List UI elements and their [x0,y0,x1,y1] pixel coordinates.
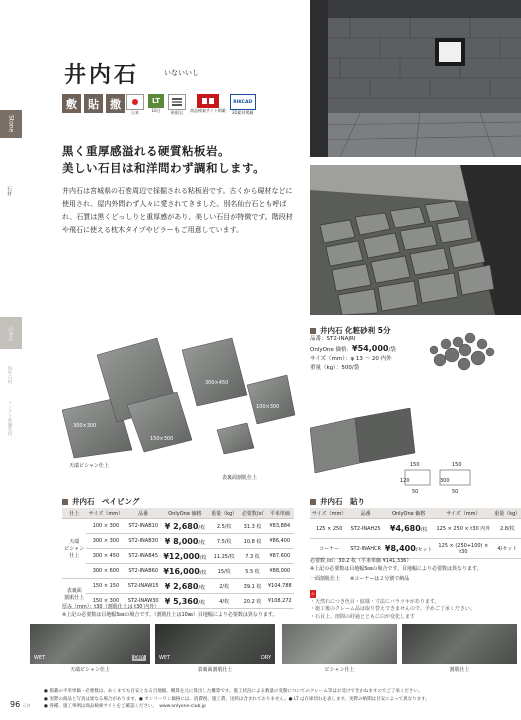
description: 井内石は宮城県の石巻周辺で採掘される粘板岩です。古くから硯材などに使用され、屋内外問わず人々に愛されてきました。別名仙台石とも呼ばれ、石質は黒くどっしりと重厚感があり、美しい石目が特徴です。階段材や飛石に使える枕木タイプやピラーもご用意しています。 [62,187,293,234]
col-qty: 必要数/㎡ [239,508,265,519]
dim-150b: 150 [452,462,462,468]
swatch-caption: 天端ビシャン仕上 [70,667,110,673]
tiles-table [310,508,521,559]
dim-150a: 150 [410,462,420,468]
table-row: コーナー ST2-INAHCR ¥8,400/セット 125 × (250+100) × t30 4/セット [310,539,521,559]
tiles-title: 井内石 貼り [310,496,365,507]
caution-notes: ⚠ ・天然石につき色目・紋様・寸法にバラツキがあります。 ・施工後のクレーム品は取り替えできませんので、予めご了承ください。 ・石目上、雨間の経過とともに白が変化します [310,591,475,620]
footer-notes: ● 掲載の平米単価・必要数は、あくまでも目安となる目地幅、概算を元に算出した概算です。施工状況による数量の変動についてのクレーム等はお受けできかねますのでご了承ください。 ● 実際の商品と写真は異なる場合があります。● オンリーワン価格には、消費税、施工費、送料は含まれておりません。● LT は在庫切れを表します。実際の納期は目安によって異なります。 ● 各種、施工事例は商品検索サイトをご確認ください。 www.onlyone-club.jp [44,689,430,709]
finish-cell: 天端 ビシャン 仕上 [62,519,86,579]
table-row: 300 × 450 ST2-INAB45 ¥12,000/枚 11.25/枚 7.3 枚 ¥87,600 [62,549,294,564]
stone-size-300x600: 300×600 [70,368,94,374]
swatch-caption: 割肌仕上 [449,667,470,673]
jari-title: 井内石 化粧砂利 5分 [310,325,390,336]
spec-icons [126,94,256,116]
table-row: 125 × 250 ST2-INAH25 ¥4,680/枚 125 × 250 × t30 内外 2.8/枚 [310,519,521,539]
catch-copy [62,143,265,177]
table-row: 表裏面 割肌仕上 150 × 150 ST2-INAW15 ¥ 2,680/枚 2/枚 39.1 枚 ¥104,788 [62,579,294,594]
paving-header-row [62,508,294,519]
side-label-concrete[interactable]: コンクリ系舗装材 [7,400,12,436]
interior-wall-photo [310,0,521,157]
badge-lay: 敷 [62,94,81,113]
gravel-photo [420,320,500,375]
usage-badges [62,94,125,113]
col-sqm: 平米単価 [266,508,294,519]
jari-item-no: 品番：ST2-INAJRI [310,336,356,342]
side-label-overseas[interactable]: 海外石材 [7,366,12,384]
rikcad-icon: RIKCAD 3D素材掲載 [230,94,256,116]
dim-120: 120 [400,478,410,484]
side-label-stone: 石材 [6,186,12,196]
dim-50b: 50 [452,489,459,495]
lt-icon: LT 10日 [148,94,164,114]
stone-size-150x150: 150×150 [222,455,246,461]
col-finish: 仕上 [62,508,86,519]
caption-bishan: 天端ビシャン仕上 [69,463,109,469]
catch-line-1: 黒く重厚感溢れる硬質粘板岩。 [62,144,230,158]
dim-50a: 50 [412,489,419,495]
swatch-tile-split [402,624,517,664]
paving-notes: 厚み（mm）：t30（割肌仕上は t30 内外） ※上記の必要数は目地幅5㎜の場合です。（割肌仕上は10㎜）目地幅により必要数は異なります。 [62,604,278,618]
swatch-bishan: WET DRY [30,624,150,664]
table-row: 150 × 300 ST2-INAW30 ¥ 5,360/枚 4/枚 20.2 枚 ¥108,272 [62,594,294,609]
jari-weight: 重量（kg）：500/袋 [310,365,360,371]
paving-photo [310,165,521,315]
badge-scatter: 撒 [106,94,125,113]
col-code: 品番 [125,508,161,519]
square-icon [62,499,68,505]
jari-size: サイズ（mm）：φ 13 〜 20 内外 [310,356,392,362]
finish-cell: 表裏面 割肌仕上 [62,579,86,609]
col-weight: 重量（kg） [209,508,240,519]
stone-size-300x450: 300×450 [205,380,229,386]
col-price: OnlyOne 価格 [161,508,209,519]
catch-line-2: 美しい石目は和洋問わず調和します。 [62,161,266,175]
swatch-split: WET DRY [155,624,275,664]
table-row: 300 × 600 ST2-INAB60 ¥16,000/枚 15/枚 5.5 枚 ¥88,000 [62,564,294,579]
swatch-tile-bishan [282,624,397,664]
sample-icon: 商品検索サイト掲載 [190,94,226,114]
jari-info [310,335,396,373]
paving-table [62,508,294,609]
tiles-notes: 必要数 /㎡：30.2 枚（平米単価 ¥141,336） ※上記の必要数は目地幅5㎜の場合です。目地幅により必要数は異なります。 一面割肌仕上 ※コーナーは２分割で納品 [310,558,482,582]
page-number: 96 石材 [10,700,31,709]
paving-title: 井内石 ペイビング [62,496,139,507]
caption-split: 表裏面割肌仕上 [222,475,258,481]
side-tab-stone[interactable]: Stone [0,110,22,138]
side-tab-japan-stone[interactable]: 日本石 [0,317,22,349]
swatch-caption: 表裏面割肌仕上 [197,667,233,673]
table-row: 300 × 300 ST2-INAB30 ¥ 8,000/枚 7.5/枚 10.8 枚 ¥86,400 [62,534,294,549]
caution-icon: ⚠ [311,591,315,596]
tiles-header-row: サイズ（mm） 品番 OnlyOne 価格 サイズ（mm） 重量（kg） [310,508,521,519]
col-size: サイズ（mm） [86,508,125,519]
badge-tile: 貼 [84,94,103,113]
sticky-icon: 粘板岩 [168,94,186,116]
square-icon [310,328,316,334]
title-reading: いないいし [164,69,199,77]
japan-flag-icon: 日本 [126,94,144,116]
dim-300: 300 [440,478,450,484]
square-icon [310,499,316,505]
jari-price-row: OnlyOne 価格：¥54,000/袋 [310,344,396,353]
stacked-stones-photo [62,330,302,470]
stone-size-300x300: 300×300 [73,423,97,429]
stone-size-150x300: 150×300 [150,436,174,442]
table-row: 天端 ビシャン 仕上 100 × 300 ST2-INAB10 ¥ 2,680/枚 2.5/枚 31.3 枚 ¥83,884 [62,519,294,534]
swatch-caption: ビシャン仕上 [324,667,355,673]
page-title: 井内石 [64,62,140,88]
stone-size-100x300: 100×300 [256,404,280,410]
